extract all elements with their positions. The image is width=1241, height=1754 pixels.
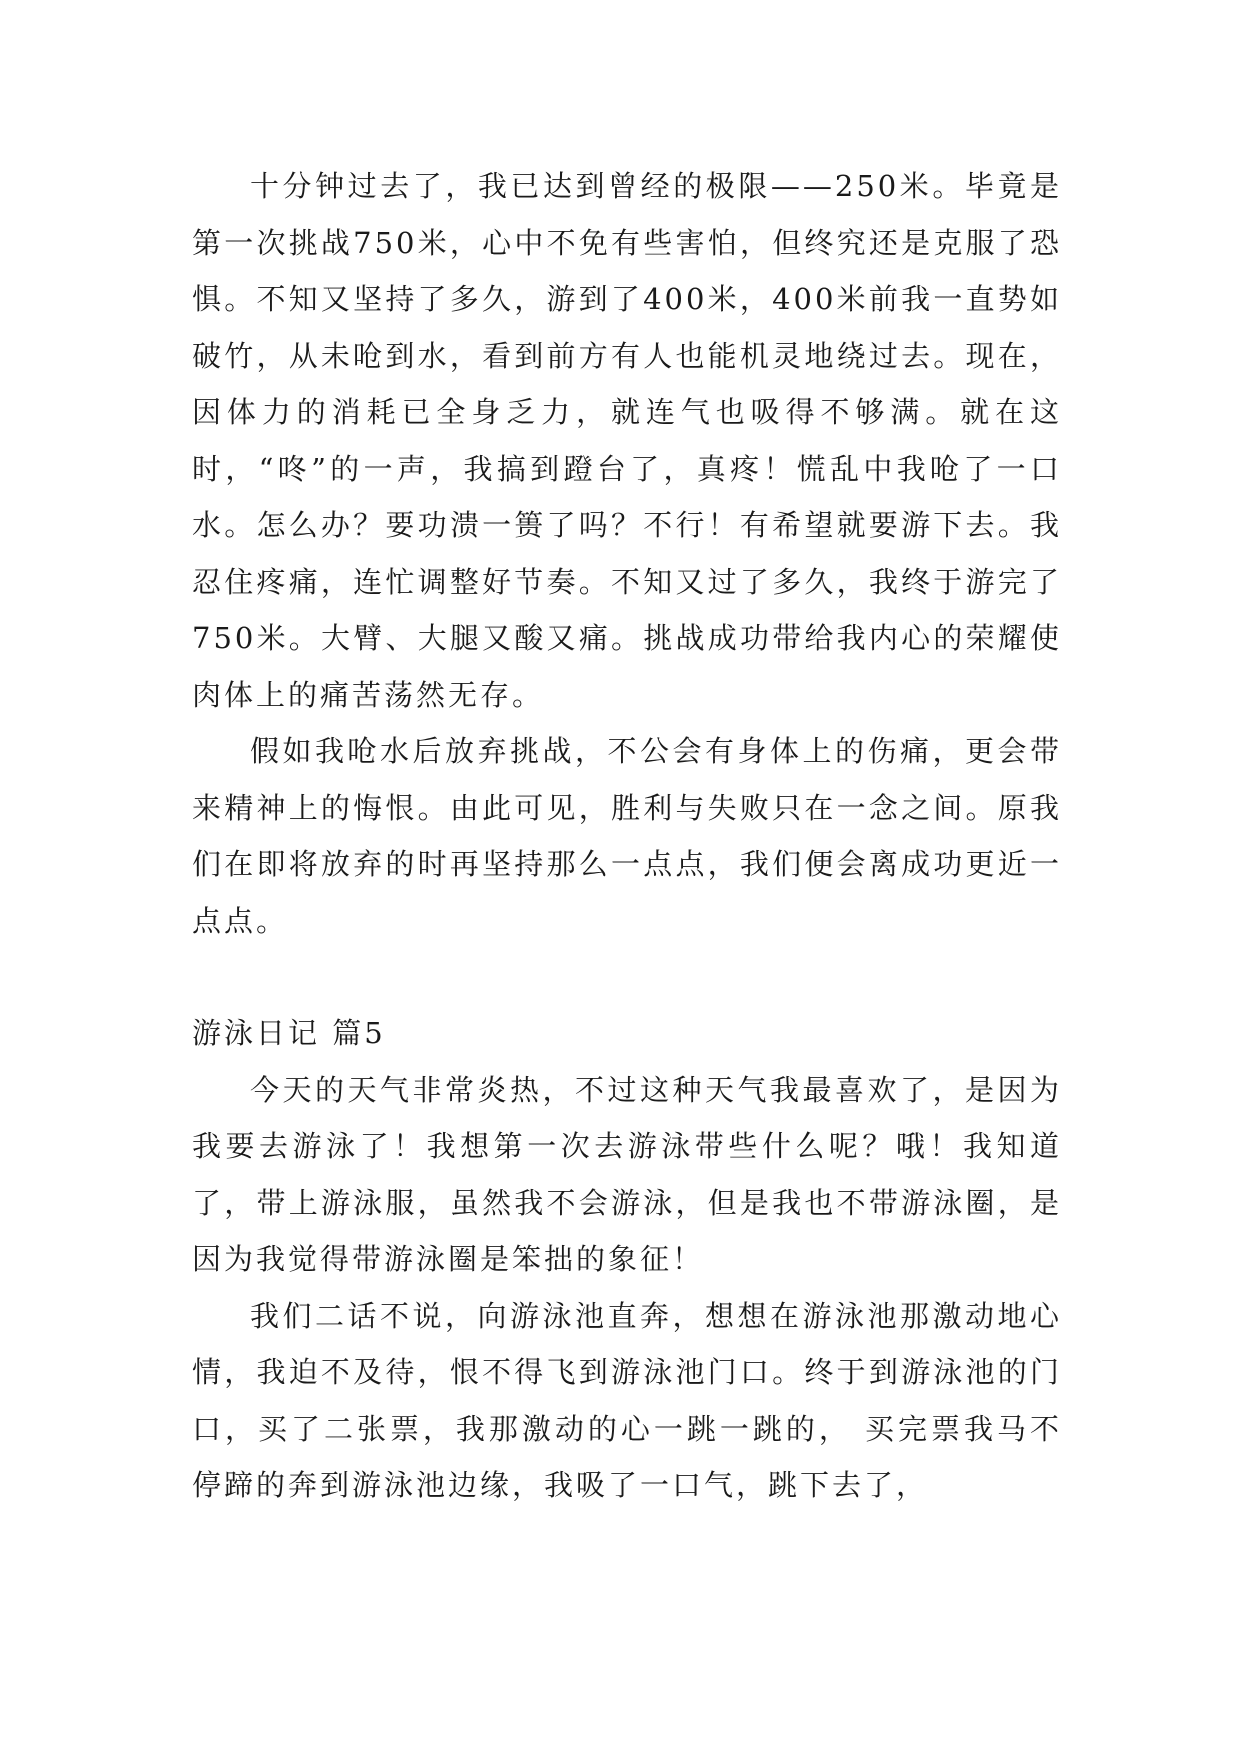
paragraph: 十分钟过去了，我已达到曾经的极限——250米。毕竟是第一次挑战750米，心中不免有些害怕，但终究还是克服了恐惧。不知又坚持了多久，游到了400米，400米前我一直势如破竹，从未呛到水，看到前方有人也能机灵地绕过去。现在，因体力的消耗已全身乏力，就连气也吸得不够满。就在这时，“咚”的一声，我搞到蹬台了，真疼！慌乱中我呛了一口水。怎么办？要功溃一篑了吗？不行！有希望就要游下去。我忍住疼痛，连忙调整好节奏。不知又过了多久，我终于游完了750米。大臂、大腿又酸又痛。挑战成功带给我内心的荣耀使肉体上的痛苦荡然无存。 — [192, 169, 1062, 712]
section-spacer — [192, 949, 1062, 1005]
paragraph: 我们二话不说，向游泳池直奔，想想在游泳池那激动地心情，我迫不及待，恨不得飞到游泳池门口。终于到游泳池的门口，买了二张票，我那激动的心一跳一跳的， 买完票我马不停蹄的奔到游泳池边缘，我吸了一口气，跳下去了， — [192, 1298, 1062, 1502]
document-body — [192, 158, 1062, 1514]
section-heading: 游泳日记 篇5 — [192, 1016, 386, 1050]
paragraph: 今天的天气非常炎热，不过这种天气我最喜欢了，是因为我要去游泳了！我想第一次去游泳带些什么呢？哦！我知道了，带上游泳服，虽然我不会游泳，但是我也不带游泳圈，是因为我觉得带游泳圈是笨拙的象征！ — [192, 1072, 1062, 1276]
paragraph: 假如我呛水后放弃挑战，不公会有身体上的伤痛，更会带来精神上的悔恨。由此可见，胜利与失败只在一念之间。原我们在即将放弃的时再坚持那么一点点，我们便会离成功更近一点点。 — [192, 734, 1062, 938]
